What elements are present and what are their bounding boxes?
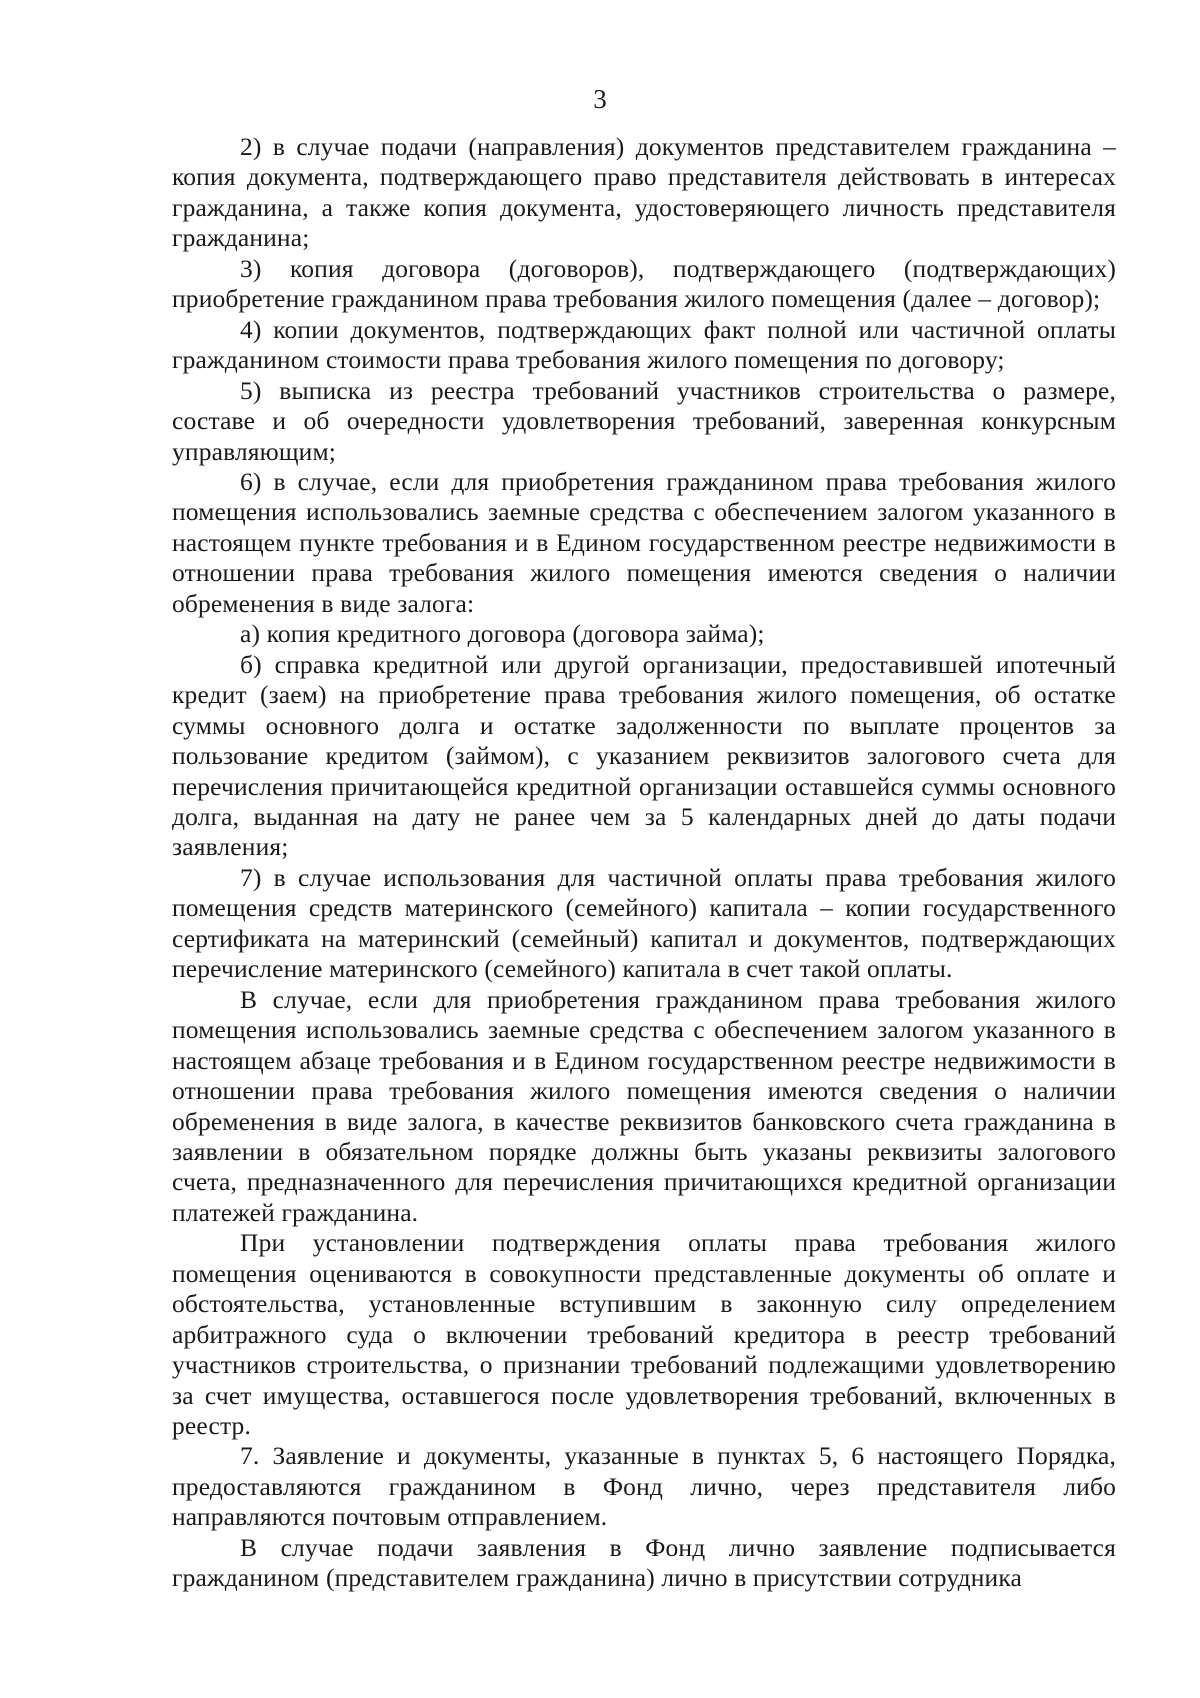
- paragraph-item-4: 4) копии документов, подтверждающих факт полной или частичной оплаты гражданином стоимости права требования жилого помещения по договору;: [172, 314, 1116, 375]
- paragraph-item-7: 7) в случае использования для частичной оплаты права требования жилого помещения средств материнского (семейного) капитала – копии государственного сертификата на материнский (семейный) капитал и документов, подтверждающих перечисление материнского (семейного) капитала в счет такой оплаты.: [172, 862, 1116, 984]
- paragraph-item-5: 5) выписка из реестра требований участников строительства о размере, составе и об очередности удовлетворения требований, заверенная конкурсным управляющим;: [172, 375, 1116, 466]
- page-number: 3: [593, 84, 607, 114]
- paragraph-item-2: 2) в случае подачи (направления) документов представителем гражданина – копия документа, подтверждающего право представителя действовать в интересах гражданина, а также копия документа, удостоверяющего личность представителя гражданина;: [172, 132, 1116, 253]
- paragraph-subitem-b: б) справка кредитной или другой организации, предоставившей ипотечный кредит (заем) на приобретение права требования жилого помещения, об остатке суммы основного долга и остатке задолженности по выплате процентов за пользование кредитом (займом), с указанием реквизитов залогового счета для перечисления причитающейся кредитной организации оставшейся суммы основного долга, выданная на дату не ранее чем за 5 календарных дней до даты подачи заявления;: [172, 649, 1116, 862]
- paragraph-item-3: 3) копия договора (договоров), подтверждающего (подтверждающих) приобретение гражданином права требования жилого помещения (далее – договор);: [172, 253, 1116, 314]
- paragraph-payment-confirmation: При установлении подтверждения оплаты права требования жилого помещения оцениваются в совокупности представленные документы об оплате и обстоятельства, установленные вступившим в законную силу определением арбитражного суда о включении требований кредитора в реестр требований участников строительства, о признании требований подлежащими удовлетворению за счет имущества, оставшегося после удовлетворения требований, включенных в реестр.: [172, 1228, 1116, 1441]
- paragraph-pledge-account: В случае, если для приобретения гражданином права требования жилого помещения использовались заемные средства с обеспечением залогом указанного в настоящем абзаце требования и в Едином государственном реестре недвижимости в отношении права требования жилого помещения имеются сведения о наличии обременения в виде залога, в качестве реквизитов банковского счета гражданина в заявлении в обязательном порядке должны быть указаны реквизиты залогового счета, предназначенного для перечисления причитающихся кредитной организации платежей гражданина.: [172, 984, 1116, 1227]
- paragraph-section-7: 7. Заявление и документы, указанные в пунктах 5, 6 настоящего Порядка, предоставляются гражданином в Фонд лично, через представителя либо направляются почтовым отправлением.: [172, 1441, 1116, 1532]
- paragraph-item-6: 6) в случае, если для приобретения гражданином права требования жилого помещения использовались заемные средства с обеспечением залогом указанного в настоящем пункте требования и в Едином государственном реестре недвижимости в отношении права требования жилого помещения имеются сведения о наличии обременения в виде залога:: [172, 466, 1116, 618]
- document-body: [172, 132, 1116, 1594]
- paragraph-personal-submission: В случае подачи заявления в Фонд лично заявление подписывается гражданином (представителем гражданина) лично в присутствии сотрудника: [172, 1532, 1116, 1593]
- paragraph-subitem-a: а) копия кредитного договора (договора займа);: [240, 619, 765, 649]
